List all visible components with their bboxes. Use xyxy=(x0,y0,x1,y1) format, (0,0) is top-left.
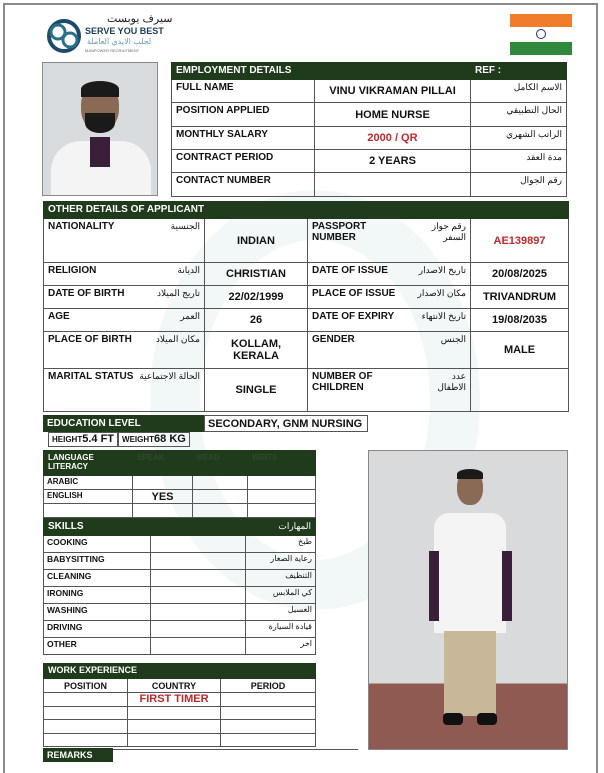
skill-value xyxy=(151,570,246,587)
arabic-label: عدد الاطفال xyxy=(437,371,466,392)
contact-value xyxy=(315,173,471,197)
skill-row xyxy=(44,621,316,638)
education-value: SECONDARY, GNM NURSING xyxy=(204,415,368,432)
skill-arabic-label: رعاية الصغار xyxy=(246,553,316,570)
skill-row xyxy=(44,638,316,655)
detail-label-cell xyxy=(308,286,471,309)
employment-title: EMPLOYMENT DETAILS xyxy=(172,63,471,80)
work-row xyxy=(44,706,316,720)
weight-label: WEIGHT xyxy=(122,435,155,444)
label: CONTRACT PERIOD xyxy=(172,150,315,173)
detail-label-cell xyxy=(44,286,205,309)
logo-sub: MANPOWER RECRUITMENT xyxy=(85,48,140,53)
arabic-label: تاريخ الاصدار xyxy=(418,265,466,275)
language-cell: ARABIC xyxy=(44,476,133,490)
skill-value xyxy=(151,536,246,553)
ref-label: REF : xyxy=(471,63,567,80)
salary-value: 2000 / QR xyxy=(315,127,471,150)
arabic-label: مكان الاصدار xyxy=(417,288,466,298)
work-cell xyxy=(44,706,128,720)
label: DATE OF EXPIRY xyxy=(312,311,395,322)
skill-row xyxy=(44,604,316,621)
full-name-value: VINU VIKRAMAN PILLAI xyxy=(315,80,471,103)
work-header: COUNTRY xyxy=(128,679,221,693)
language-header: READ xyxy=(193,451,248,476)
detail-row xyxy=(44,219,569,263)
language-cell: ENGLISH xyxy=(44,490,133,504)
employment-details-table xyxy=(171,62,567,197)
work-row xyxy=(44,720,316,734)
skill-arabic-label: التنظيف xyxy=(246,570,316,587)
arabic-label: العمر xyxy=(180,311,200,321)
skill-label: CLEANING xyxy=(44,570,151,587)
work-cell xyxy=(128,720,221,734)
work-header: PERIOD xyxy=(221,679,316,693)
skill-value xyxy=(151,638,246,655)
language-row xyxy=(44,504,316,518)
detail-label-cell xyxy=(44,332,205,369)
logo-arabic: سيرف يوبست xyxy=(107,13,173,25)
height-weight xyxy=(48,432,190,447)
logo-knot-icon xyxy=(45,17,83,55)
arabic-label: الحال التطبيقي xyxy=(471,103,567,127)
work-cell xyxy=(44,733,128,747)
detail-label-cell xyxy=(44,369,205,412)
detail-label-cell xyxy=(308,309,471,332)
language-header: LANGUAGE LITERACY xyxy=(44,451,133,476)
label: FULL NAME xyxy=(172,80,315,103)
applicant-full-body-photo xyxy=(368,450,568,750)
label: PASSPORT NUMBER xyxy=(312,221,367,243)
work-cell xyxy=(44,693,128,707)
label: PLACE OF ISSUE xyxy=(312,288,396,299)
label: CONTACT NUMBER xyxy=(172,173,315,197)
position-value: HOME NURSE xyxy=(315,103,471,127)
work-cell xyxy=(221,706,316,720)
skill-arabic-label: قيادة السيارة xyxy=(246,621,316,638)
work-cell xyxy=(128,706,221,720)
skill-arabic-label: الغسيل xyxy=(246,604,316,621)
arabic-label: مدة العقد xyxy=(471,150,567,173)
company-logo xyxy=(45,13,173,59)
label: MARITAL STATUS xyxy=(48,371,134,382)
skill-arabic-label: كي الملابس xyxy=(246,587,316,604)
language-cell xyxy=(193,504,248,518)
work-row xyxy=(44,733,316,747)
label: AGE xyxy=(48,311,70,322)
label: MONTHLY SALARY xyxy=(172,127,315,150)
skill-label: DRIVING xyxy=(44,621,151,638)
language-cell xyxy=(248,490,316,504)
height-value: 5.4 FT xyxy=(82,433,115,445)
skill-value xyxy=(151,553,246,570)
language-row xyxy=(44,476,316,490)
language-cell xyxy=(133,504,193,518)
detail-label-cell xyxy=(44,219,205,263)
language-table xyxy=(43,450,316,518)
work-row xyxy=(44,693,316,707)
language-cell xyxy=(248,504,316,518)
language-header: SPEAK xyxy=(133,451,193,476)
work-cell xyxy=(221,720,316,734)
language-cell xyxy=(44,504,133,518)
india-flag xyxy=(510,14,572,55)
skill-row xyxy=(44,570,316,587)
detail-label-cell xyxy=(44,263,205,286)
detail-value: MALE xyxy=(471,332,569,369)
arabic-label: تاريج الميلاد xyxy=(157,288,200,298)
education-label: EDUCATION LEVEL xyxy=(43,415,204,432)
label: NATIONALITY xyxy=(48,221,115,232)
detail-label-cell xyxy=(308,369,471,412)
detail-value: CHRISTIAN xyxy=(205,263,308,286)
work-cell xyxy=(128,733,221,747)
work-experience-table xyxy=(43,663,316,747)
skill-value xyxy=(151,587,246,604)
applicant-portrait-photo xyxy=(42,62,158,196)
detail-value: 19/08/2035 xyxy=(471,309,569,332)
label: POSITION APPLIED xyxy=(172,103,315,127)
language-cell xyxy=(193,490,248,504)
skill-label: OTHER xyxy=(44,638,151,655)
skills-title: SKILLS xyxy=(44,519,246,536)
detail-value: SINGLE xyxy=(205,369,308,412)
language-cell xyxy=(193,476,248,490)
skill-value xyxy=(151,604,246,621)
arabic-label: رقم الجوال xyxy=(471,173,567,197)
detail-label-cell xyxy=(44,309,205,332)
detail-value: INDIAN xyxy=(205,219,308,263)
other-details-title: OTHER DETAILS OF APPLICANT xyxy=(44,202,569,219)
skill-arabic-label: طبخ xyxy=(246,536,316,553)
language-cell xyxy=(248,476,316,490)
detail-row xyxy=(44,263,569,286)
skill-arabic-label: اخر xyxy=(246,638,316,655)
skill-row xyxy=(44,587,316,604)
arabic-label: رقم جواز السفر xyxy=(431,221,466,242)
work-header: POSITION xyxy=(44,679,128,693)
other-details-table xyxy=(43,201,569,412)
logo-name: SERVE YOU BEST xyxy=(85,26,164,36)
work-cell: FIRST TIMER xyxy=(128,693,221,707)
label: NUMBER OF CHILDREN xyxy=(312,371,373,393)
work-cell xyxy=(221,693,316,707)
skills-table xyxy=(43,518,316,655)
detail-value: 22/02/1999 xyxy=(205,286,308,309)
weight-value: 68 KG xyxy=(154,433,186,445)
detail-value: 26 xyxy=(205,309,308,332)
detail-value: KOLLAM, KERALA xyxy=(205,332,308,369)
label: DATE OF ISSUE xyxy=(312,265,388,276)
skill-row xyxy=(44,553,316,570)
detail-row xyxy=(44,369,569,412)
arabic-label: تاريخ الانتهاء xyxy=(421,311,466,321)
arabic-label: الجنس xyxy=(440,334,466,344)
detail-label-cell xyxy=(308,263,471,286)
skill-label: BABYSITTING xyxy=(44,553,151,570)
arabic-label: الراتب الشهري xyxy=(471,127,567,150)
detail-row xyxy=(44,332,569,369)
skill-value xyxy=(151,621,246,638)
detail-value xyxy=(471,369,569,412)
work-cell xyxy=(44,720,128,734)
skill-label: WASHING xyxy=(44,604,151,621)
language-row xyxy=(44,490,316,504)
detail-value: TRIVANDRUM xyxy=(471,286,569,309)
remarks-label: REMARKS xyxy=(43,748,113,762)
arabic-label: الجنسية xyxy=(170,221,200,231)
label: DATE OF BIRTH xyxy=(48,288,125,299)
label: GENDER xyxy=(312,334,355,345)
skill-row xyxy=(44,536,316,553)
contract-value: 2 YEARS xyxy=(315,150,471,173)
work-experience-title: WORK EXPERIENCE xyxy=(44,664,316,679)
arabic-label: الحالة الاجتماعية xyxy=(139,371,200,381)
detail-label-cell xyxy=(308,332,471,369)
detail-value: AE139897 xyxy=(471,219,569,263)
language-cell xyxy=(133,476,193,490)
language-cell: YES xyxy=(133,490,193,504)
detail-value: 20/08/2025 xyxy=(471,263,569,286)
skills-title-arabic: المهارات xyxy=(246,519,316,536)
skill-label: IRONING xyxy=(44,587,151,604)
height-label: HEIGHT xyxy=(52,435,83,444)
arabic-label: الاسم الكامل xyxy=(471,80,567,103)
work-cell xyxy=(221,733,316,747)
label: PLACE OF BIRTH xyxy=(48,334,132,345)
remarks-line xyxy=(113,749,358,750)
detail-row xyxy=(44,309,569,332)
detail-label-cell xyxy=(308,219,471,263)
language-header: WRITE xyxy=(248,451,316,476)
arabic-label: مكان الميلاد xyxy=(155,334,200,344)
detail-row xyxy=(44,286,569,309)
label: RELIGION xyxy=(48,265,97,276)
logo-arabic-sub: لجلب الايدي العاملة xyxy=(87,37,152,46)
arabic-label: الديانة xyxy=(177,265,200,275)
skill-label: COOKING xyxy=(44,536,151,553)
